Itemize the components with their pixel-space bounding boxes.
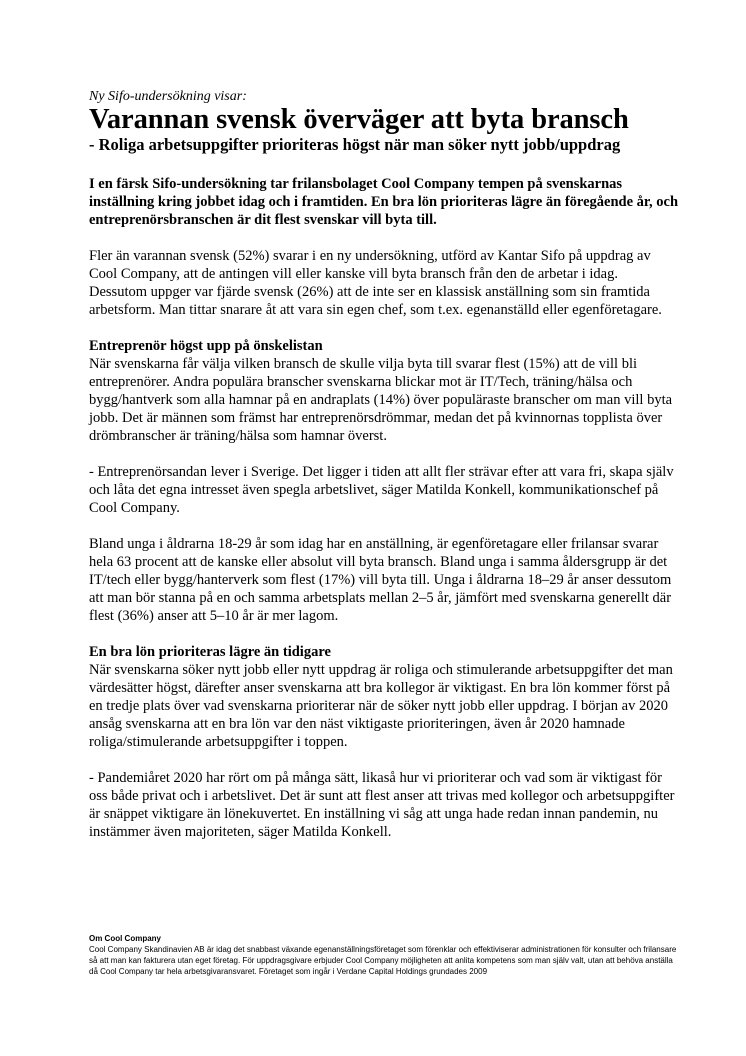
section2-paragraph-1: När svenskarna söker nytt jobb eller nytt uppdrag är roliga och stimulerande arbetsuppgifter det man värdesätter högst, därefter anser svenskarna att bra kollegor är viktigast. En bra lön kommer först på en tredje plats över vad svenskarna prioriterar när de söker nytt jobb eller uppdrag. I början av 2020 ansåg svenskarna att en bra lön var den näst viktigaste prioriteringen, även år 2020 hamnade roliga/stimulerande arbetsuppgifter i toppen. bbox=[89, 662, 673, 750]
page-title: Varannan svensk överväger att byta bransch bbox=[89, 104, 629, 135]
section1-quote: - Entreprenörsandan lever i Sverige. Det ligger i tiden att allt fler strävar efter att vara fri, skapa själv och låta det egna intresset även spegla arbetslivet, säger Matilda Konkell, kommunikationschef på Cool Company. bbox=[89, 464, 674, 516]
kicker: Ny Sifo-undersökning visar: bbox=[89, 89, 247, 104]
footer-text: Cool Company Skandinavien AB är idag det snabbast växande egenanställningsföretaget som förenklar och effektiviserar administrationen för konsulter och frilansare så att man kan fakturera utan eget företag. För uppdragsgivare erbjuder Cool Company möjligheten att anlita kompetens som man själv valt, utan att behöva anställa då Cool Company tar hela arbetsgivaransvaret. Företaget som ingår i Verdane Capital Holdings grundades 2009 bbox=[89, 945, 677, 976]
intro-paragraph: Fler än varannan svensk (52%) svarar i en ny undersökning, utförd av Kantar Sifo på uppdrag av Cool Company, att de antingen vill eller kanske vill byta bransch från den de arbetar i idag. Dessutom uppger var fjärde svensk (26%) att de inte ser en klassisk anställning som sin framtida arbetsform. Man tittar snarare åt att vara sin egen chef, som t.ex. egenanställd eller egenföretagare. bbox=[89, 248, 662, 318]
section-heading-entrepreneur: Entreprenör högst upp på önskelistan bbox=[89, 338, 323, 354]
section1-paragraph-3: Bland unga i åldrarna 18-29 år som idag har en anställning, är egenföretagare eller frilansar svarar hela 63 procent att de kanske eller absolut vill byta bransch. Bland unga i samma åldersgrupp är det IT/tech eller bygg/hanterverk som flest (17%) vill byta till. Unga i åldrarna 18–29 år anser dessutom att man bör stanna på en och samma arbetsplats mellan 2–5 år, jämfört med svenskarna generellt där flest (36%) anser att 5–10 år är mer lagom. bbox=[89, 536, 672, 624]
lead-paragraph: I en färsk Sifo-undersökning tar frilansbolaget Cool Company tempen på svenskarnas inställning kring jobbet idag och i framtiden. En bra lön prioriteras lägre än föregående år, och entreprenörsbranschen är dit flest svenskar vill byta till. bbox=[89, 176, 679, 228]
section2-quote: - Pandemiåret 2020 har rört om på många sätt, likaså hur vi prioriterar och vad som är viktigast för oss både privat och i arbetslivet. Det är sunt att flest anser att trivas med kollegor och arbetsuppgifter är snäppet viktigare än lönekuvertet. En inställning vi såg att unga hade redan innan pandemin, nu instämmer även majoriteten, säger Matilda Konkell. bbox=[89, 770, 675, 840]
article-body bbox=[89, 88, 679, 841]
section-heading-salary: En bra lön prioriteras lägre än tidigare bbox=[89, 644, 331, 660]
company-footer bbox=[89, 933, 679, 977]
section1-paragraph-1: När svenskarna får välja vilken bransch de skulle vilja byta till svarar flest (15%) att de vill bli entreprenörer. Andra populära branscher svenskarna blickar mot är IT/Tech, träning/hälsa och bygg/hantverk som alla hamnar på en andraplats (14%) över populäraste branscher om man vill byta jobb. Det är männen som främst har entreprenörsdrömmar, medan det på kvinnornas topplista över drömbranscher är träning/hälsa som hamnar överst. bbox=[89, 356, 673, 444]
footer-title: Om Cool Company bbox=[89, 934, 162, 943]
subtitle: - Roliga arbetsuppgifter prioriteras högst när man söker nytt jobb/uppdrag bbox=[89, 135, 621, 154]
